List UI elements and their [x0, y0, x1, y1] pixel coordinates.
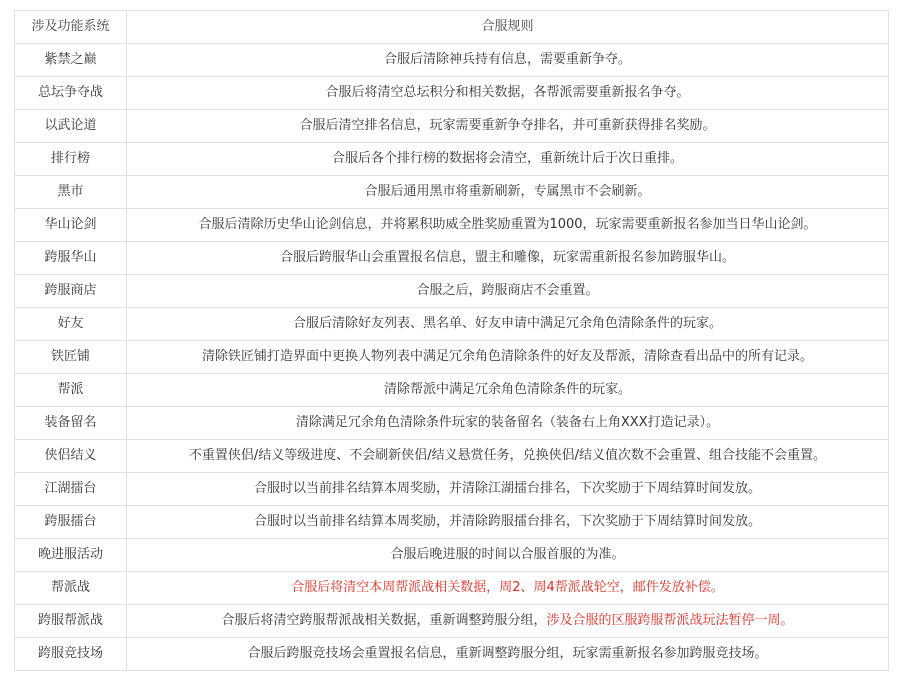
rule-text: 合服后清除好友列表、黑名单、好友申请中满足冗余角色清除条件的玩家。 [292, 316, 722, 331]
rule-cell [127, 572, 889, 605]
rule-text: 合服后将清空总坛积分和相关数据，各帮派需要重新报名争夺。 [325, 85, 690, 100]
rule-text: 不重置侠侣/结义等级进度、不会刷新侠侣/结义悬赏任务，兑换侠侣/结义值次数不会重置、组合技能不会重置。 [188, 448, 827, 463]
rule-cell [127, 341, 889, 374]
table-row [15, 341, 889, 374]
table-row [15, 44, 889, 77]
table-header-row [15, 11, 889, 44]
system-cell: 江湖擂台 [15, 473, 127, 506]
system-cell: 以武论道 [15, 110, 127, 143]
system-cell: 侠侣结义 [15, 440, 127, 473]
system-cell: 晚进服活动 [15, 539, 127, 572]
system-cell: 帮派 [15, 374, 127, 407]
table-row [15, 506, 889, 539]
rule-text: 合服后清除神兵持有信息，需要重新争夺。 [383, 52, 631, 67]
rule-text: 合服后各个排行榜的数据将会清空，重新统计后于次日重排。 [331, 151, 683, 166]
rule-cell [127, 407, 889, 440]
rule-text: 合服后清除历史华山论剑信息，并将累积助威全胜奖励重置为1000，玩家需要重新报名参加当日华山论剑。 [198, 217, 817, 232]
table-row [15, 572, 889, 605]
rule-cell [127, 209, 889, 242]
system-cell: 黑市 [15, 176, 127, 209]
system-cell: 跨服竞技场 [15, 638, 127, 671]
rule-cell [127, 473, 889, 506]
header-rule: 合服规则 [127, 11, 889, 44]
rule-cell [127, 110, 889, 143]
table-row [15, 440, 889, 473]
table-row [15, 143, 889, 176]
rule-cell [127, 176, 889, 209]
table-row [15, 473, 889, 506]
rule-cell [127, 440, 889, 473]
rule-highlight: 合服后将清空本周帮派战相关数据，周2、周4帮派战轮空，邮件发放补偿。 [291, 580, 724, 595]
table-row [15, 539, 889, 572]
rule-text: 合服后清空排名信息，玩家需要重新争夺排名，并可重新获得排名奖励。 [299, 118, 716, 133]
rule-cell [127, 605, 889, 638]
system-cell: 跨服擂台 [15, 506, 127, 539]
rule-cell [127, 308, 889, 341]
rule-text: 合服后将清空跨服帮派战相关数据，重新调整跨服分组， [221, 613, 547, 628]
rule-cell [127, 539, 889, 572]
header-system: 涉及功能系统 [15, 11, 127, 44]
table-row [15, 605, 889, 638]
rule-text: 清除帮派中满足冗余角色清除条件的玩家。 [383, 382, 631, 397]
system-cell: 铁匠铺 [15, 341, 127, 374]
system-cell: 紫禁之巅 [15, 44, 127, 77]
rule-cell [127, 374, 889, 407]
rule-cell [127, 77, 889, 110]
rule-highlight: 涉及合服的区服跨服帮派战玩法暂停一周。 [546, 613, 794, 628]
rule-text: 合服后跨服竞技场会重置报名信息，重新调整跨服分组，玩家需重新报名参加跨服竞技场。 [247, 646, 768, 661]
table-row [15, 407, 889, 440]
rule-text: 合服后跨服华山会重置报名信息，盟主和雕像，玩家需重新报名参加跨服华山。 [279, 250, 735, 265]
table-row [15, 308, 889, 341]
rule-text: 合服后通用黑市将重新刷新，专属黑市不会刷新。 [364, 184, 651, 199]
rule-text: 合服时以当前排名结算本周奖励，并清除跨服擂台排名，下次奖励于下周结算时间发放。 [253, 514, 761, 529]
rule-cell [127, 506, 889, 539]
system-cell: 华山论剑 [15, 209, 127, 242]
rule-cell [127, 638, 889, 671]
table-row [15, 209, 889, 242]
merge-rules-container [14, 10, 888, 671]
rule-cell [127, 275, 889, 308]
rule-cell [127, 44, 889, 77]
system-cell: 装备留名 [15, 407, 127, 440]
table-row [15, 77, 889, 110]
system-cell: 跨服帮派战 [15, 605, 127, 638]
system-cell: 排行榜 [15, 143, 127, 176]
table-row [15, 638, 889, 671]
table-row [15, 176, 889, 209]
merge-rules-table [14, 10, 889, 671]
table-row [15, 242, 889, 275]
rule-text: 合服之后，跨服商店不会重置。 [416, 283, 599, 298]
system-cell: 好友 [15, 308, 127, 341]
rule-text: 合服时以当前排名结算本周奖励，并清除江湖擂台排名，下次奖励于下周结算时间发放。 [253, 481, 761, 496]
table-row [15, 374, 889, 407]
table-row [15, 110, 889, 143]
rule-text: 清除满足冗余角色清除条件玩家的装备留名（装备右上角XXX打造记录）。 [295, 415, 720, 430]
system-cell: 总坛争夺战 [15, 77, 127, 110]
rule-text: 合服后晚进服的时间以合服首服的为准。 [390, 547, 625, 562]
rule-cell [127, 242, 889, 275]
system-cell: 帮派战 [15, 572, 127, 605]
rule-text: 清除铁匠铺打造界面中更换人物列表中满足冗余角色清除条件的好友及帮派，清除查看出品中的所有记录。 [201, 349, 813, 364]
table-row [15, 275, 889, 308]
rule-cell [127, 143, 889, 176]
system-cell: 跨服华山 [15, 242, 127, 275]
system-cell: 跨服商店 [15, 275, 127, 308]
